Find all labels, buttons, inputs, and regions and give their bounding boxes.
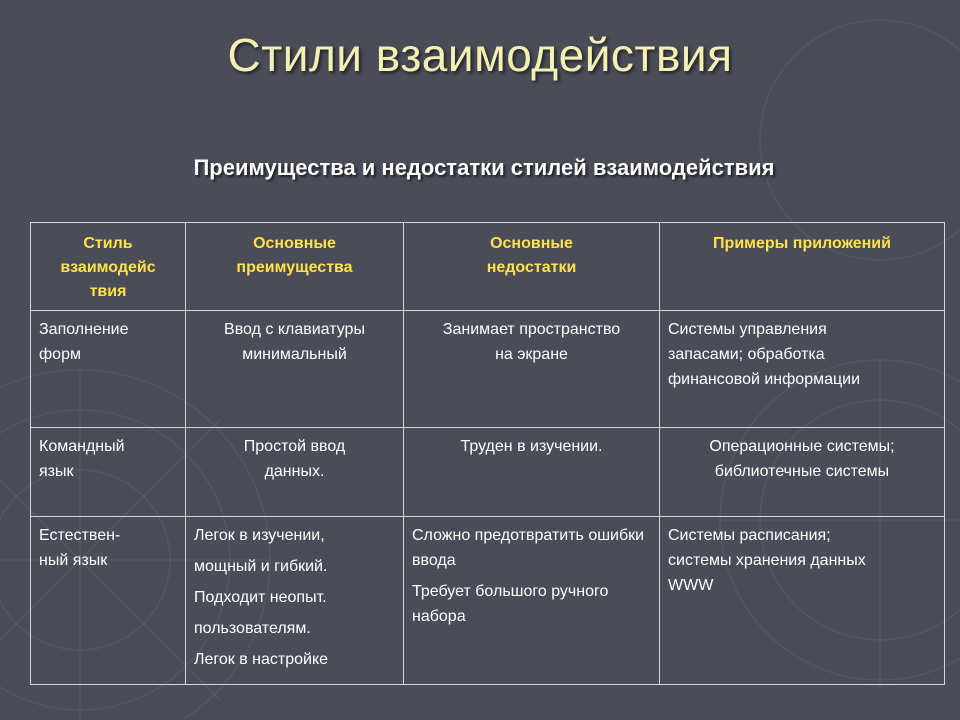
cell-text: WWW (668, 577, 714, 594)
table-row (31, 311, 945, 428)
cell-text: язык (39, 463, 74, 480)
cell-text: Командный (39, 438, 125, 455)
cell-style (31, 517, 186, 685)
cell-text: Труден в изучении. (460, 438, 603, 455)
cell-text: пользователям. (194, 620, 311, 637)
cell-text: Заполнение (39, 321, 129, 338)
cell-text: Ввод с клавиатуры (224, 321, 365, 338)
header-examples (660, 223, 945, 311)
header-text: Основные (490, 235, 573, 252)
cell-text: финансовой информации (668, 371, 861, 388)
header-text: Основные (253, 235, 336, 252)
header-text: Стиль (83, 235, 133, 252)
cell-text: Естествен- (39, 527, 121, 544)
cell-text: на экране (495, 346, 568, 363)
cell-disadvantages (404, 428, 660, 517)
cell-text: данных. (264, 463, 325, 480)
cell-text: форм (39, 346, 81, 363)
comparison-table (30, 222, 945, 685)
header-advantages (186, 223, 404, 311)
slide-title: Стили взаимодействия (227, 29, 733, 81)
cell-text: Легок в настройке (194, 651, 329, 668)
cell-text: Легок в изучении, (194, 527, 325, 544)
cell-disadvantages (404, 311, 660, 428)
cell-text: запасами; обработка (668, 346, 825, 363)
header-text: преимущества (236, 259, 353, 276)
cell-examples (660, 517, 945, 685)
cell-text: мощный и гибкий. (194, 558, 328, 575)
table-header-row (31, 223, 945, 311)
cell-text: Простой ввод (243, 438, 346, 455)
cell-text: Подходит неопыт. (194, 589, 327, 606)
cell-advantages (186, 517, 404, 685)
slide-subtitle: Преимущества и недостатки стилей взаимодействия (193, 155, 775, 180)
header-style (31, 223, 186, 311)
cell-advantages (186, 311, 404, 428)
header-text: недостатки (486, 259, 577, 276)
cell-style (31, 428, 186, 517)
table-row (31, 517, 945, 685)
cell-examples (660, 428, 945, 517)
cell-advantages (186, 428, 404, 517)
cell-text: Операционные системы; (709, 438, 895, 455)
cell-text: библиотечные системы (714, 463, 890, 480)
cell-disadvantages (404, 517, 660, 685)
cell-text: Сложно предотвратить ошибки ввода (412, 527, 645, 569)
header-text: твия (89, 283, 127, 300)
cell-examples (660, 311, 945, 428)
cell-text: минимальный (242, 346, 347, 363)
cell-text: Системы расписания; (668, 527, 831, 544)
cell-text: Занимает пространство (442, 321, 621, 338)
header-disadvantages (404, 223, 660, 311)
table-row (31, 428, 945, 517)
cell-text: Требует большого ручного набора (412, 583, 609, 625)
cell-text: системы хранения данных (668, 552, 866, 569)
cell-text: ный язык (39, 552, 108, 569)
header-text: взаимодейс (60, 259, 156, 276)
cell-style (31, 311, 186, 428)
cell-text: Системы управления (668, 321, 827, 338)
header-text: Примеры приложений (713, 235, 891, 252)
